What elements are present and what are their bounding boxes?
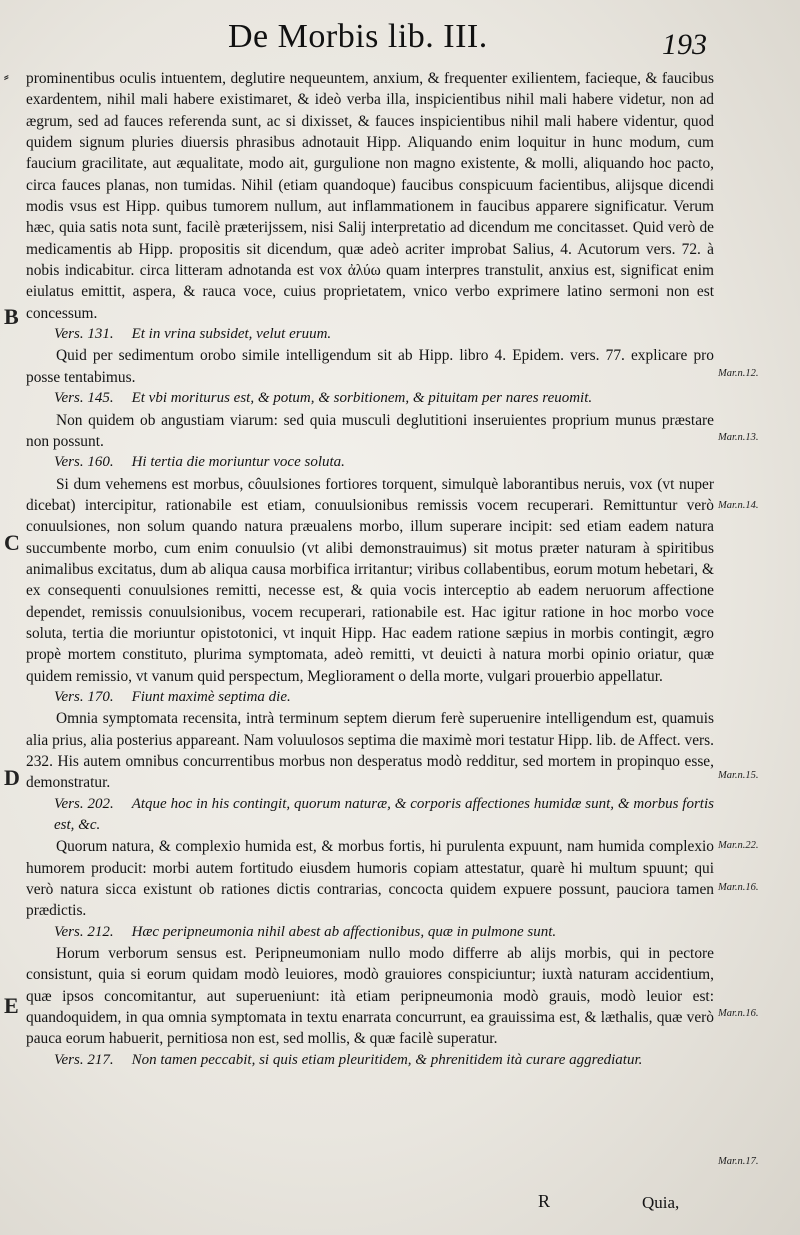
margin-note: Mar.n.22. [718, 840, 759, 851]
margin-note: Mar.n.12. [718, 368, 759, 379]
verse-citation [26, 922, 714, 943]
page-number: 193 [662, 28, 707, 61]
verse-citation [26, 388, 714, 409]
paragraph: prominentibus oculis intuentem, deglutire nequeuntem, anxium, & frequenter exilientem, facieque, & faucibus exardentem, nihil mali habere existimaret, & ideò verba illa, inspicientibus nihil mali habere videtur, non ad ægrum, sed ad fauces referenda sunt, ac si dixisset, & fauces inspicientibus nihil mali habere videntur, quod quidem signum pluries diuersis phrasibus adnotauit Hipp. Aliquando enim loquitur in hunc modum, cum faucium gracilitate, aut æqualitate, modo ait, gurgulione non magno existente, & molli, aliquando hoc pacto, circa fauces planas, non tumidas. Nihil (etiam quandoque) faucibus conspicuum facientibus, alijsque dicendi modis vsus est Hipp. quibus tumorem nullum, aut inflammationem in faucibus apparere significatur. Verum hæc, quia satis nota sunt, facilè præterijssem, nisi Salij interpretatio ad dicendum me concitasset. Quid verò de medicamentis ab Hipp. propositis sit dicendum, quæ adeò acriter improbat Salius, 4. Acutorum vers. 72. à nobis indicabitur. circa litteram adnotanda est vox ἀλύω quam interpres transtulit, anxius est, significat enim eiulatus emittit, aspera, & rauca voce, cuius proprietatem, vnico verbo exprimere latino sermoni non est concessum. [26, 70, 714, 322]
verse-citation [26, 452, 714, 473]
verse-text: Fiunt maximè septima die. [131, 688, 291, 705]
paragraph: Si dum vehemens est morbus, côuulsiones fortiores torquent, simulquè laborantibus neruis, vox (vt nuper dicebat) intercipitur, rationabile est etiam, conuulsionibus remissis vocem recuperari. Remittuntur verò conuulsiones, non solum quando natura præualens morbo, illum superare incipit: sed etiam eadem natura succumbente morbo, cum enim conuulsio (vt alibi demonstrauimus) sit motus præter naturam à spiritibus animalibus excitatus, dum ab aliqua causa morbifica irritantur; viribus collabentibus, eorum motum hebetari, & ex consequenti conuulsiones remitti, necesse est, & quia vocis interceptio ab eadem neruorum affectione dependet, remissis conuulsionibus, vocem recuperari, rationabile est. Hac igitur ratione in hoc morbo voce soluta, tertia die moriuntur opistotonici, vt inquit Hipp. Hac eadem ratione sæpius in morbis contingit, ægro propè mortem constituto, plurima symptomata, adeò remitti, vt deuicti à natura morbi opinio oriatur, quæ quidem remissio, vt vanum quid perspectum, Megliorament o della morte, vulgari prouerbio appellatur. [26, 475, 714, 685]
verse-number: Vers. 217. [54, 1051, 114, 1068]
margin-note: Mar.n.13. [718, 432, 759, 443]
body-text [26, 68, 714, 1071]
margin-note: Mar.n.14. [718, 500, 759, 511]
paragraph: Quorum natura, & complexio humida est, & morbus fortis, hi purulenta expuunt, nam humida complexio humorem producit: morbi autem fortitudo eiusdem humoris copiam attestatur, quarè hi multum spuunt; qui verò natura sicca existunt ob rationes dictis contrarias, concocta quidem expuere possunt, pauciora tamen prædictis. [26, 838, 714, 920]
page-header [0, 10, 800, 60]
margin-mark: ⸗ [4, 70, 9, 85]
margin-note: Mar.n.16. [718, 1008, 759, 1019]
paragraph: Quid per sedimentum orobo simile intelligendum sit ab Hipp. libro 4. Epidem. vers. 77. explicare pro posse tentabimus. [26, 347, 714, 386]
section-mark-c: C [4, 530, 20, 555]
verse-citation [26, 794, 714, 837]
page-footer [0, 1191, 800, 1221]
verse-number: Vers. 202. [54, 795, 114, 812]
margin-note: Mar.n.15. [718, 770, 759, 781]
paragraph: Omnia symptomata recensita, intrà terminum septem dierum ferè superuenire intelligendum est, quamuis alia prius, alia posterius appareant. Nam voluulosos septima die maximè mori testatur Hipp. lib. de Affect. vers. 232. His autem omnibus concurrentibus morbus non desperatus modò redditur, sed mortem in propinquo esse, demonstratur. [26, 710, 714, 792]
running-title: De Morbis lib. III. [228, 18, 488, 55]
verse-number: Vers. 212. [54, 923, 114, 940]
verse-number: Vers. 160. [54, 454, 114, 471]
verse-citation [26, 687, 714, 708]
verse-text: Hi tertia die moriuntur voce soluta. [131, 454, 345, 471]
verse-text: Non tamen peccabit, si quis etiam pleuritidem, & phrenitidem ità curare aggrediatur. [131, 1051, 643, 1068]
verse-text: Hæc peripneumonia nihil abest ab affectionibus, quæ in pulmone sunt. [131, 923, 557, 940]
margin-note: Mar.n.17. [718, 1156, 759, 1167]
paragraph: Horum verborum sensus est. Peripneumoniam nullo modo differre ab alijs morbis, qui in pectore consistunt, quia si eorum quidam modò leuiores, modò grauiores conspiciuntur; iuxtà naturam accidentium, quæ ipsos concomitantur, aut superueniunt: ità etiam peripneumonia modò grauis, modò leuior est: quandoquidem, in qua omnia symptomata in textu enarrata concurrunt, ea grauissima est, & læthalis, quæ verò pauca eorum habuerit, pernitiosa non est, sed mollis, & quæ facilè superatur. [26, 945, 714, 1048]
verse-text: Et in vrina subsidet, velut eruum. [131, 326, 332, 343]
verse-number: Vers. 170. [54, 688, 114, 705]
paragraph: Non quidem ob angustiam viarum: sed quia musculi deglutitioni inseruientes proprium munus præstare non possunt. [26, 411, 714, 450]
verse-number: Vers. 131. [54, 326, 114, 343]
section-mark-b: B [4, 304, 19, 329]
verse-text: Et vbi moriturus est, & potum, & sorbitionem, & pituitam per nares reuomit. [131, 390, 593, 407]
verse-number: Vers. 145. [54, 390, 114, 407]
catchword: Quia, [642, 1193, 680, 1212]
verse-citation [26, 324, 714, 345]
margin-note: Mar.n.16. [718, 882, 759, 893]
section-mark-e: E [4, 993, 19, 1018]
verse-citation [26, 1050, 714, 1071]
section-mark-d: D [4, 765, 20, 790]
verse-text: Atque hoc in his contingit, quorum naturæ, & corporis affectiones humidæ sunt, & morbus fortis est, &c. [54, 795, 714, 834]
signature-mark: R [538, 1191, 551, 1211]
